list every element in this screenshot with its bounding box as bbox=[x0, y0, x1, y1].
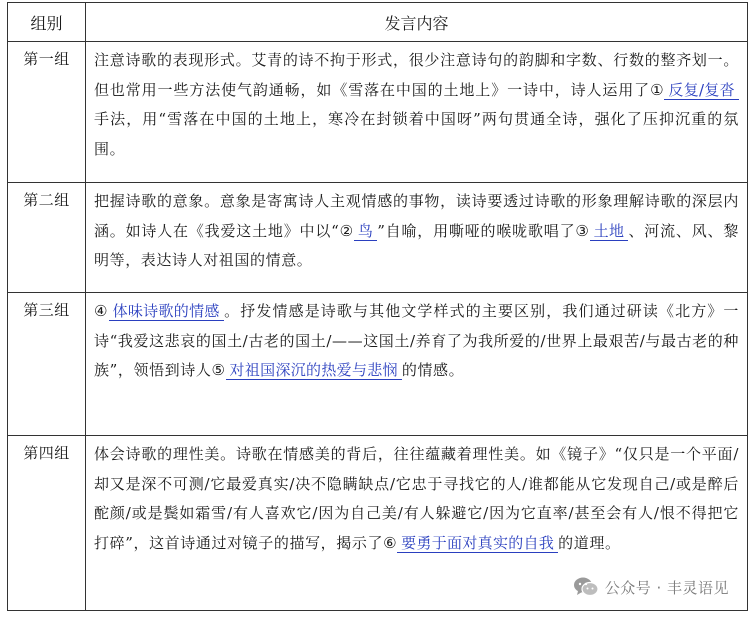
content-text: 。抒发情感是诗歌与其他文学样式的主要区别，我们通过研读《北方》一诗“我爱这悲哀的国土/古老的国土/——这国土/养育了为我所爱的/世界上最艰苦/与最古老的种族”，领悟到诗人 bbox=[94, 302, 739, 379]
group-label: 第四组 bbox=[8, 436, 86, 611]
answer-blank: 鸟 bbox=[354, 222, 377, 241]
content-text: 、河流、风、黎明等，表达诗人对祖国的情意。 bbox=[94, 221, 739, 269]
content-text: 注意诗歌的表现形式。艾青的诗不拘于形式，很少注意诗句的韵脚和字数、行数的整齐划一。但也常用一些方法使气韵通畅，如《雪落在中国的土地上》一诗中，诗人运用了 bbox=[94, 51, 739, 99]
content-text: ”自喻，用嘶哑的喉咙歌唱了 bbox=[377, 221, 576, 240]
row-content bbox=[86, 42, 748, 183]
blank-number: ④ bbox=[94, 302, 109, 320]
content-text: 手法，用“雪落在中国的土地上，寒冷在封锁着中国呀”两句贯通全诗，强化了压抑沉重的氛围。 bbox=[94, 110, 739, 158]
content-text: 体会诗歌的理性美。诗歌在情感美的背后，往往蕴藏着理性美。如《镜子》“仅只是一个平面/却又是深不可测/它最爱真实/决不隐瞒缺点/它忠于寻找它的人/谁都能从它发现自己/或是醉后酡颜/或是鬓如霜雪/有人喜欢它/因为自己美/有人躲避它/因为它直率/甚至会有人/恨不得把它打碎”，这首诗通过对镜子的描写，揭示了 bbox=[94, 445, 739, 552]
table-row bbox=[8, 42, 748, 183]
content-text: 把握诗歌的意象。意象是寄寓诗人主观情感的事物，读诗要透过诗歌的形象理解诗歌的深层内涵。如诗人在《我爱这土地》中以“ bbox=[94, 192, 739, 240]
discussion-table bbox=[7, 2, 748, 611]
watermark-text: 公众号 · 丰灵语见 bbox=[604, 578, 729, 597]
content-text: 的道理。 bbox=[558, 533, 621, 552]
answer-blank: 对祖国深沉的热爱与悲悯 bbox=[226, 361, 402, 380]
blank-number: ③ bbox=[575, 221, 590, 240]
blank-number: ⑤ bbox=[211, 361, 226, 379]
group-label: 第一组 bbox=[8, 42, 86, 183]
header-content: 发言内容 bbox=[86, 3, 748, 42]
table-header-row bbox=[8, 3, 748, 42]
answer-blank: 反复/复沓 bbox=[664, 81, 739, 100]
content-text: 的情感。 bbox=[401, 361, 465, 379]
watermark bbox=[569, 574, 733, 600]
wechat-icon bbox=[573, 576, 599, 598]
answer-blank: 体味诗歌的情感 bbox=[109, 302, 224, 321]
header-group: 组别 bbox=[8, 3, 86, 42]
table-row bbox=[8, 293, 748, 436]
answer-blank: 要勇于面对真实的自我 bbox=[397, 534, 558, 553]
answer-blank: 土地 bbox=[590, 222, 629, 241]
group-label: 第二组 bbox=[8, 183, 86, 293]
row-content bbox=[86, 183, 748, 293]
row-content bbox=[86, 293, 748, 436]
blank-number: ② bbox=[339, 221, 354, 240]
blank-number: ⑥ bbox=[383, 533, 398, 552]
group-label: 第三组 bbox=[8, 293, 86, 436]
table-row bbox=[8, 183, 748, 293]
blank-number: ① bbox=[650, 80, 665, 99]
